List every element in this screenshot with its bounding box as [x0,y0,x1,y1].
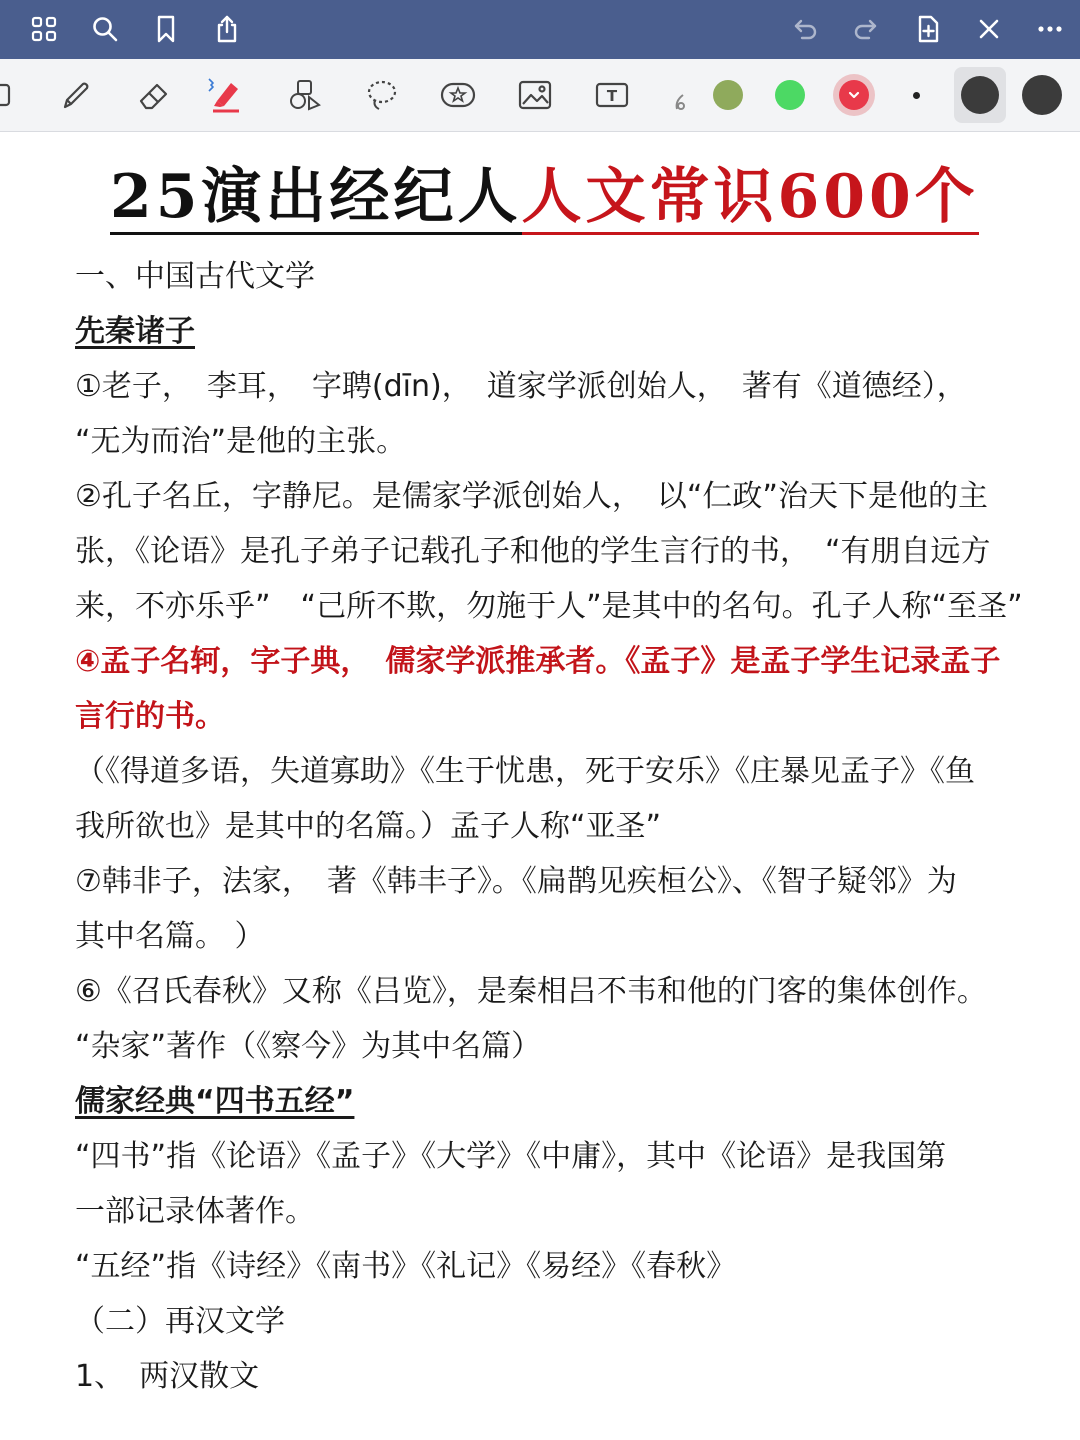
title-part-black: 25演出经纪人 [110,162,522,235]
color-olive-swatch[interactable] [713,80,743,110]
title-part-red: 人文常识600个 [522,162,979,235]
shapes-icon[interactable] [280,70,330,120]
svg-text:T: T [606,87,618,105]
bookmark-icon[interactable] [146,9,186,49]
redo-icon[interactable] [846,9,886,49]
highlighter-icon[interactable] [200,70,250,120]
section-heading: （二）再汉文学 [75,1304,285,1339]
add-page-icon[interactable] [908,9,948,49]
text-line: “无为而治”是他的主张。 [75,424,407,459]
partial-tool-icon[interactable] [0,70,20,120]
stroke-size-large[interactable] [1022,75,1062,115]
text-line: ⑥《召氏春秋》又称《吕览》，是秦相吕不韦和他的门客的集体创作。 [75,974,987,1009]
text-line: ⑦韩非子，法家， 著《韩丰子》。《扁鹊见疾桓公》、《智子疑邻》为 [75,864,957,899]
highlighted-line: ④孟子名轲，字子典， 儒家学派推承者。《孟子》是孟子学生记录孟子 [75,644,1001,679]
color-green-swatch[interactable] [775,80,805,110]
search-icon[interactable] [85,9,125,49]
text-line: 一部记录体著作。 [75,1194,315,1229]
section-heading: 1、 两汉散文 [75,1359,260,1394]
text-box-icon[interactable] [587,70,637,120]
eraser-icon[interactable] [128,70,178,120]
page-title [110,161,979,233]
note-page[interactable] [0,131,1080,1440]
drawing-toolbar [0,59,1080,132]
text-line: 我所欲也》是其中的名篇。）孟子人称“亚圣” [75,809,662,844]
subsection-heading: 儒家经典“四书五经” [75,1084,355,1119]
text-line: “四书”指《论语》《孟子》《大学》《中庸》，其中《论语》是我国第 [75,1139,947,1174]
text-line: 张，《论语》是孔子弟子记载孔子和他的学生言行的书， “有朋自远方 [75,534,991,569]
share-icon[interactable] [207,9,247,49]
color-red-swatch[interactable] [839,80,869,110]
highlighted-line: 言行的书。 [75,699,225,734]
top-app-bar [0,0,1080,59]
text-line: “杂家”著作（《察今》为其中名篇） [75,1029,542,1064]
section-heading: 一、中国古代文学 [75,259,315,294]
pen-icon[interactable] [50,70,100,120]
laser-icon[interactable] [656,70,706,120]
text-line: （《得道多语，失道寡助》《生于忧患，死于安乐》《庄暴见孟子》《鱼 [75,754,975,789]
more-icon[interactable] [1030,9,1070,49]
text-line: ①老子， 李耳， 字聘(dīn)， 道家学派创始人， 著有《道德经）， [75,369,967,404]
thin-stroke-dot[interactable] [913,92,920,99]
sticker-icon[interactable] [433,70,483,120]
subsection-heading: 先秦诸子 [75,314,195,349]
stroke-size-medium[interactable] [961,76,999,114]
undo-icon[interactable] [785,9,825,49]
lasso-icon[interactable] [356,70,406,120]
text-line: ②孔子名丘，字静尼。是儒家学派创始人， 以“仁政”治天下是他的主 [75,479,988,514]
image-icon[interactable] [510,70,560,120]
text-line: 其中名篇。 ） [75,919,265,954]
close-icon[interactable] [969,9,1009,49]
text-line: 来，不亦乐乎” “己所不欺，勿施于人”是其中的名句。孔子人称“至圣” [75,589,1023,624]
text-line: “五经”指《诗经》《南书》《礼记》《易经》《春秋》 [75,1249,737,1284]
grid-icon[interactable] [24,9,64,49]
